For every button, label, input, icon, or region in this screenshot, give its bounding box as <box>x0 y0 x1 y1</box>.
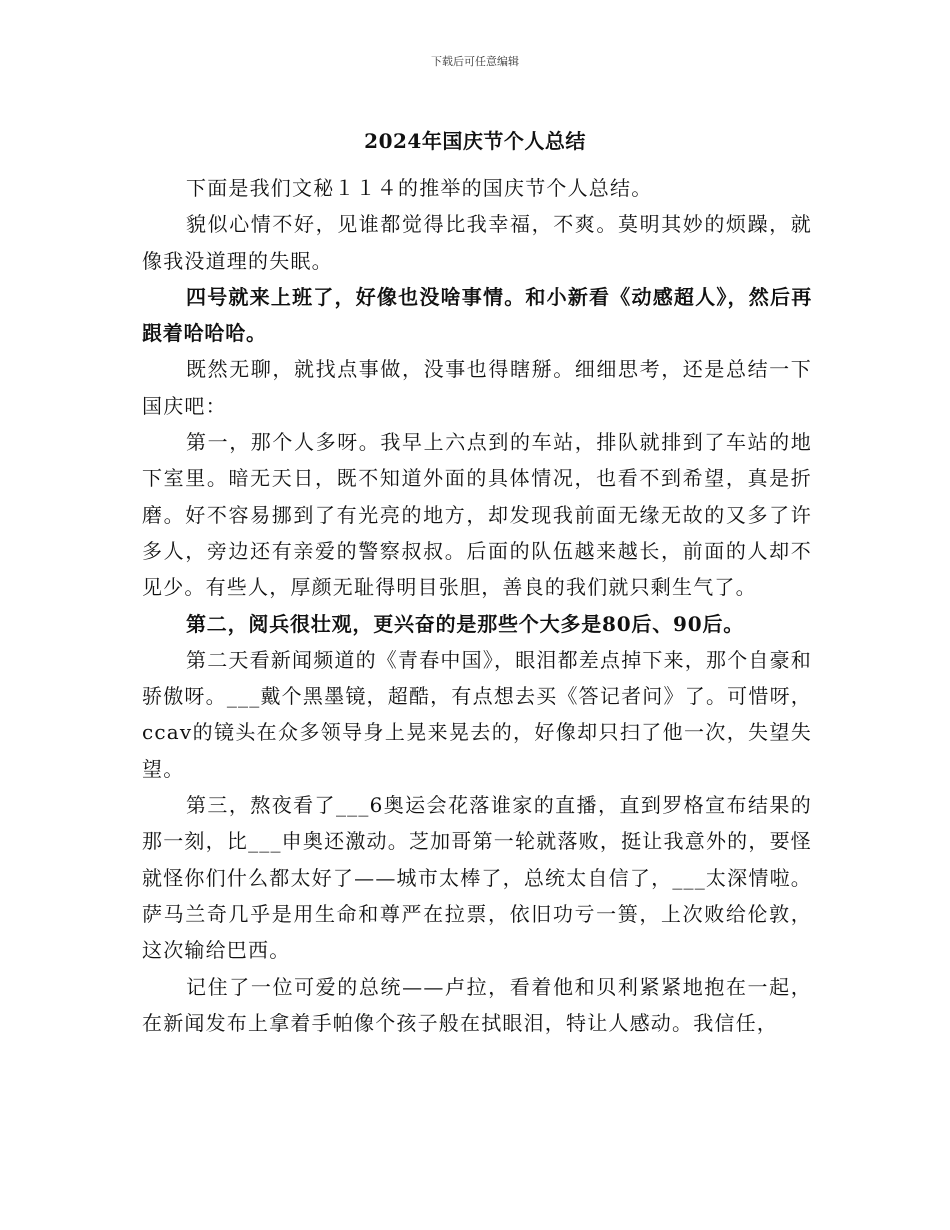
paragraph-mood: 貌似心情不好，见谁都觉得比我幸福，不爽。莫明其妙的烦躁，就像我没道理的失眠。 <box>142 212 812 273</box>
document-title: 2024年国庆节个人总结 <box>364 129 586 153</box>
paragraph-back-to-work: 四号就来上班了，好像也没啥事情。和小新看《动感超人》，然后再跟着哈哈哈。 <box>142 284 812 346</box>
paragraph-second-point-body: 第二天看新闻频道的《青春中国》，眼泪都差点掉下来，那个自豪和骄傲呀。___戴个黑墨镜，超酷，有点想去买《答记者问》了。可惜呀，ccav的镜头在众多领导身上晃来晃去的，好像却只扫了他一次，失望失望。 <box>142 647 812 781</box>
paragraph-first-point: 第一，那个人多呀。我早上六点到的车站，排队就排到了车站的地下室里。暗无天日，既不知道外面的具体情况，也看不到希望，真是折磨。好不容易挪到了有光亮的地方，却发现我前面无缘无故的又多了许多人，旁边还有亲爱的警察叔叔。后面的队伍越来越长，前面的人却不见少。有些人，厚颜无耻得明目张胆，善良的我们就只剩生气了。 <box>142 430 812 600</box>
paragraph-summary-intro: 既然无聊，就找点事做，没事也得瞎掰。细细思考，还是总结一下国庆吧： <box>142 357 812 418</box>
paragraph-third-point: 第三，熬夜看了___6奥运会花落谁家的直播，直到罗格宣布结果的那一刻，比___申奥还激动。芝加哥第一轮就落败，挺让我意外的，要怪就怪你们什么都太好了——城市太棒了，总统太自信了，___太深情啦。萨马兰奇几乎是用生命和尊严在拉票，依旧功亏一篑，上次败给伦敦，这次输给巴西。 <box>142 793 812 963</box>
paragraph-intro: 下面是我们文秘１１４的推举的国庆节个人总结。 <box>186 176 653 200</box>
document-body <box>142 170 812 1041</box>
page-header-note: 下载后可任意编辑 <box>431 55 519 68</box>
paragraph-lula: 记住了一位可爱的总统——卢拉，看着他和贝利紧紧地抱在一起，在新闻发布上拿着手帕像个孩子般在拭眼泪，特让人感动。我信任， <box>142 974 812 1035</box>
paragraph-second-point-heading: 第二，阅兵很壮观，更兴奋的是那些个大多是80后、90后。 <box>186 611 745 636</box>
